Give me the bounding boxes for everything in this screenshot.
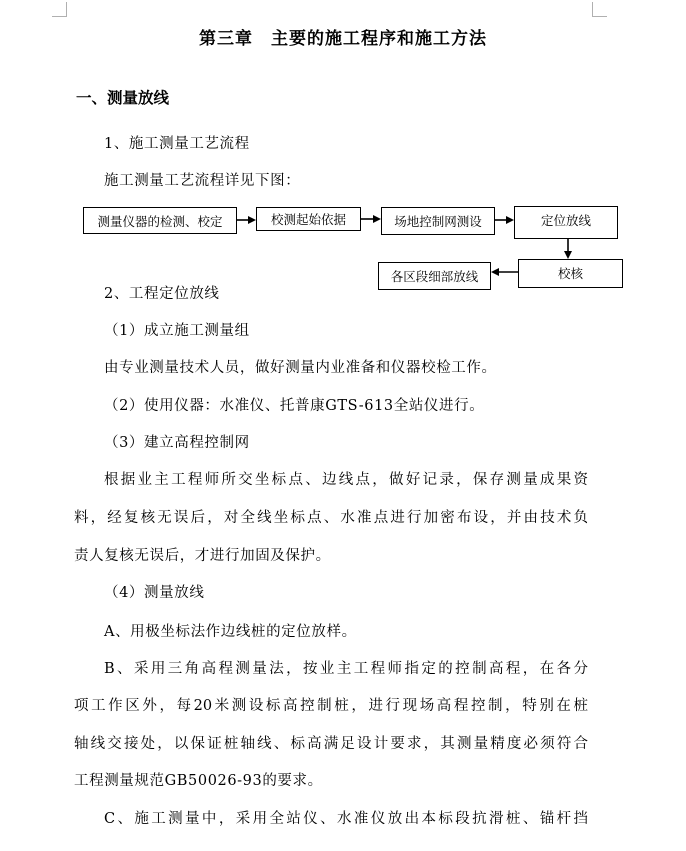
item2-text: （2）使用仪器：水准仪、托普康GTS-613全站仪进行。 <box>104 398 485 414</box>
item3-heading: （3）建立高程控制网 <box>104 435 250 451</box>
item3-line-3: 责人复核无误后，才进行加固及保护。 <box>74 548 331 564</box>
item1-text: 由专业测量技术人员，做好测量内业准备和仪器校检工作。 <box>104 360 497 376</box>
arrow-4-head <box>564 251 572 259</box>
item4-heading: （4）测量放线 <box>104 585 205 601</box>
section2-heading: 2、工程定位放线 <box>104 286 220 302</box>
flow-step-site-control-network: 场地控制网测设 <box>381 207 495 235</box>
item4-b-line-1: B、采用三角高程测量法，按业主工程师指定的控制高程，在各分 <box>104 661 588 677</box>
flow-step-instrument-check: 测量仪器的检测、校定 <box>83 207 237 234</box>
arrow-1-head <box>248 216 256 224</box>
page-corner-mark-top-left <box>52 2 67 17</box>
chapter-title: 第三章 主要的施工程序和施工方法 <box>199 29 487 49</box>
flow-step-positioning: 定位放线 <box>514 206 618 239</box>
flow-step-verify-origin: 校测起始依据 <box>256 207 361 231</box>
item1-heading: （1）成立施工测量组 <box>104 323 250 339</box>
flow-step-detail-layout: 各区段细部放线 <box>378 262 491 290</box>
item3-line-2: 料，经复核无误后，对全线坐标点、水准点进行加密布设，并由技术负 <box>74 510 588 526</box>
item4-a: A、用极坐标法作边线桩的定位放样。 <box>104 624 357 640</box>
arrow-5-head <box>491 268 499 276</box>
item3-line-1: 根据业主工程师所交坐标点、边线点，做好记录，保存测量成果资 <box>104 472 588 488</box>
flow-intro: 施工测量工艺流程详见下图： <box>104 173 301 189</box>
arrow-2-head <box>373 215 381 223</box>
item4-c: C、施工测量中，采用全站仪、水准仪放出本标段抗滑桩、锚杆挡 <box>104 811 588 827</box>
flow-step-recheck: 校核 <box>518 259 623 288</box>
section-heading: 一、测量放线 <box>76 89 170 107</box>
flow-heading: 1、施工测量工艺流程 <box>104 136 250 152</box>
arrow-3-head <box>506 216 514 224</box>
item4-b-line-3: 轴线交接处，以保证桩轴线、标高满足设计要求，其测量精度必须符合 <box>74 736 588 752</box>
item4-b-line-4: 工程测量规范GB50026-93的要求。 <box>74 773 323 789</box>
item4-b-line-2: 项工作区外，每20米测设标高控制桩，进行现场高程控制，特别在桩 <box>74 698 588 714</box>
page-corner-mark-top-right <box>592 2 607 17</box>
